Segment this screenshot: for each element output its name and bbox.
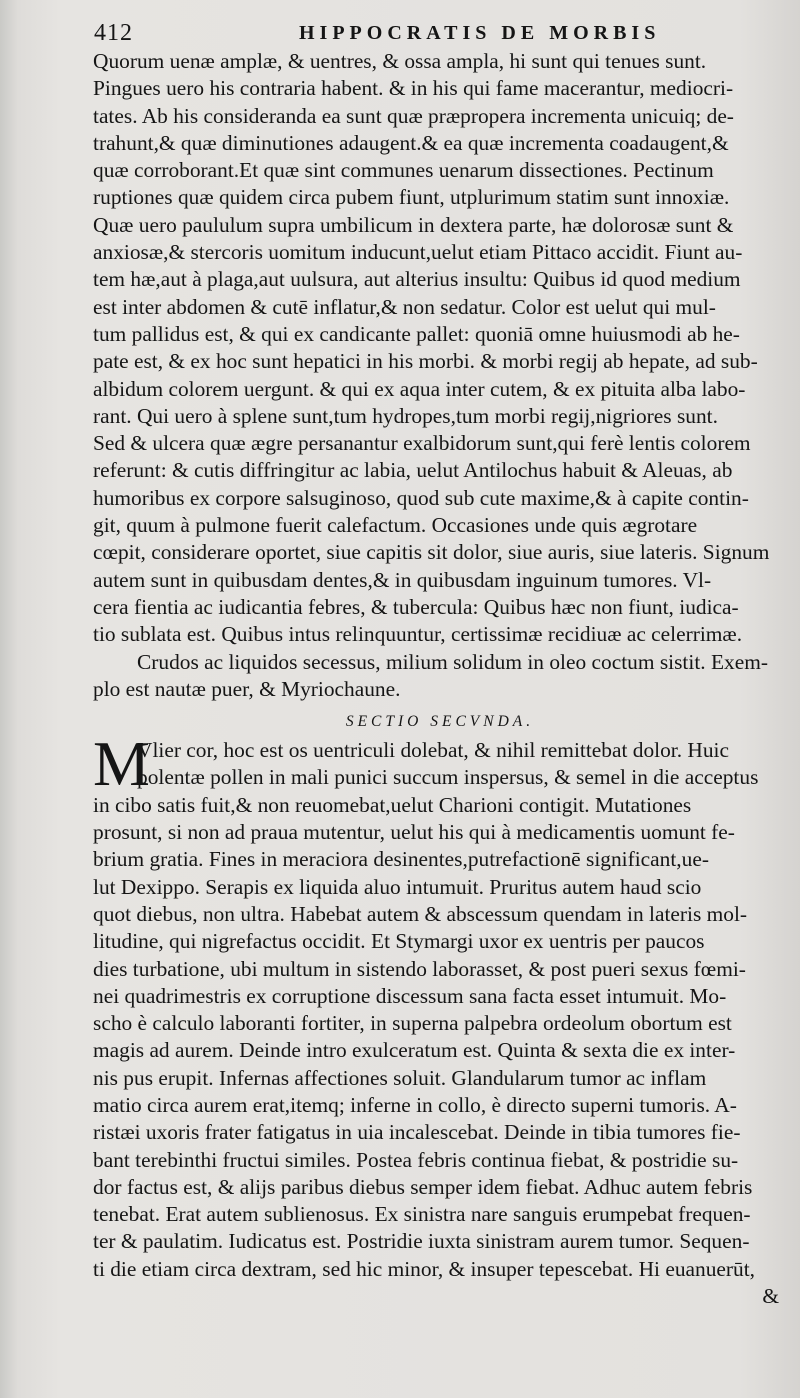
section-title: SECTIO SECVNDA.: [345, 713, 535, 731]
text-line: Pingues uero his contraria habent. & in his qui fame macerantur, mediocri-: [93, 76, 734, 101]
text-line: brium gratia. Fines in meraciora desinentes,putrefactionē significant,ue-: [93, 847, 709, 872]
text-line: rant. Qui uero à splene sunt,tum hydropes,tum morbi regij,nigriores sunt.: [93, 403, 718, 428]
text-line: tem hæ,aut à plaga,aut uulsura, aut alterius insultu: Quibus id quod medium: [93, 267, 741, 292]
paragraph-two-first-line: Crudos ac liquidos secessus, milium solidum in oleo coctum sistit. Exem-: [137, 649, 768, 674]
text-line: nis pus erupit. Infernas affectiones soluit. Glandularum tumor ac inflam: [93, 1065, 707, 1090]
text-line: polentæ pollen in mali punici succum inspersus, & semel in die acceptus: [137, 765, 759, 790]
catchword: &: [762, 1284, 779, 1309]
text-line: cœpit, considerare oportet, siue capitis sit dolor, siue auris, siue lateris. Signum: [93, 540, 770, 565]
main-text: [93, 48, 787, 1310]
text-line: quæ corroborant.Et quæ sint communes uenarum dissectiones. Pectinum: [93, 158, 714, 183]
text-line: ristæi uxoris frater fatigatus in uia incalescebat. Deinde in tibia tumores fie-: [93, 1120, 741, 1145]
page-number: 412: [94, 20, 133, 46]
text-line: matio circa aurem erat,itemq; inferne in collo, è directo superni tumoris. A-: [93, 1092, 737, 1117]
text-line: humoribus ex corpore salsuginoso, quod sub cute maxime,& à capite contin-: [93, 485, 749, 510]
text-line: dor factus est, & alijs paribus diebus semper idem fiebat. Adhuc autem febris: [93, 1174, 753, 1199]
running-head: HIPPOCRATIS DE MORBIS: [299, 22, 661, 44]
text-line: lut Dexippo. Serapis ex liquida aluo intumuit. Pruritus autem haud scio: [93, 874, 702, 899]
text-line: ruptiones quæ quidem circa pubem fiunt, utplurimum statim sunt innoxiæ.: [93, 185, 730, 210]
text-line: in cibo satis fuit,& non reuomebat,uelut Charioni contigit. Mutationes: [93, 792, 692, 817]
text-line: autem sunt in quibusdam dentes,& in quibusdam inguinum tumores. Vl-: [93, 567, 712, 592]
text-line: tates. Ab his consideranda ea sunt quæ præpropera incrementa unicuiq; de-: [93, 103, 734, 128]
text-line: git, quum à pulmone fuerit calefactum. Occasiones unde quis ægrotare: [93, 513, 698, 538]
text-line: Quæ uero paululum supra umbilicum in dextera parte, hæ dolorosæ sunt &: [93, 212, 734, 237]
text-line: Quorum uenæ amplæ, & uentres, & ossa ampla, hi sunt qui tenues sunt.: [93, 49, 707, 73]
text-line: anxiosæ,& stercoris uomitum inducunt,uelut etiam Pittaco accidit. Fiunt au-: [93, 240, 743, 265]
text-line: litudine, qui nigrefactus occidit. Et Stymargi uxor ex uentris per paucos: [93, 929, 705, 954]
text-line: tum pallidus est, & qui ex candicante pallet: quoniā omne huiusmodi ab he-: [93, 321, 740, 346]
text-line: albidum colorem uergunt. & qui ex aqua inter cutem, & ex pituita alba labo-: [93, 376, 746, 401]
text-line: dies turbatione, ubi multum in sistendo laborasset, & post pueri sexus fœmi-: [93, 956, 746, 981]
paragraph-three: [93, 792, 787, 1283]
text-line: trahunt,& quæ diminutiones adaugent.& ea quæ incrementa coadaugent,&: [93, 130, 729, 155]
text-line: nei quadrimestris ex corruptione discessum sana facta esset intumuit. Mo-: [93, 983, 727, 1008]
text-line: Vlier cor, hoc est os uentriculi dolebat, & nihil remittebat dolor. Huic: [137, 738, 729, 763]
text-line: cera fientia ac iudicantia febres, & tubercula: Quibus hæc non fiunt, iudica-: [93, 594, 739, 619]
text-line: ter & paulatim. Iudicatus est. Postridie iuxta sinistram aurem tumor. Sequen-: [93, 1229, 750, 1254]
text-line: tio sublata est. Quibus intus relinquuntur, certissimæ recidiuæ ac celerrimæ.: [93, 622, 743, 647]
paragraph-two: [93, 676, 787, 703]
text-line: pate est, & ex hoc sunt hepatici in his morbi. & morbi regij ab hepate, ad sub-: [93, 349, 758, 374]
paragraph-one: [93, 48, 787, 649]
text-line: tenebat. Erat autem sublienosus. Ex sinistra nare sanguis erumpebat frequen-: [93, 1202, 751, 1227]
text-line: ti die etiam circa dextram, sed hic minor, & insuper tepescebat. Hi euanuerūt,: [93, 1256, 756, 1281]
dropcap-lines: [93, 728, 787, 800]
dropcap-paragraph: [93, 728, 787, 800]
drop-cap-letter: M: [93, 728, 150, 800]
text-line: bant terebinthi fructui similes. Postea febris continua fiebat, & postridie su-: [93, 1147, 739, 1172]
text-line: plo est nautæ puer, & Myriochaune.: [93, 676, 401, 701]
text-line: magis ad aurem. Deinde intro exulceratum est. Quinta & sexta die ex inter-: [93, 1038, 736, 1063]
text-line: Sed & ulcera quæ ægre persanantur exalbidorum sunt,qui ferè lentis colorem: [93, 431, 751, 456]
text-line: scho è calculo laboranti fortiter, in superna palpebra ordeolum obortum est: [93, 1011, 732, 1036]
text-line: referunt: & cutis diffringitur ac labia, uelut Antilochus habuit & Aleuas, ab: [93, 458, 733, 483]
text-line: prosunt, si non ad praua mutentur, uelut his qui à medicamentis uomunt fe-: [93, 820, 735, 845]
text-line: est inter abdomen & cutē inflatur,& non sedatur. Color est uelut qui mul-: [93, 294, 716, 319]
text-line: quot diebus, non ultra. Habebat autem & abscessum quendam in lateris mol-: [93, 901, 748, 926]
